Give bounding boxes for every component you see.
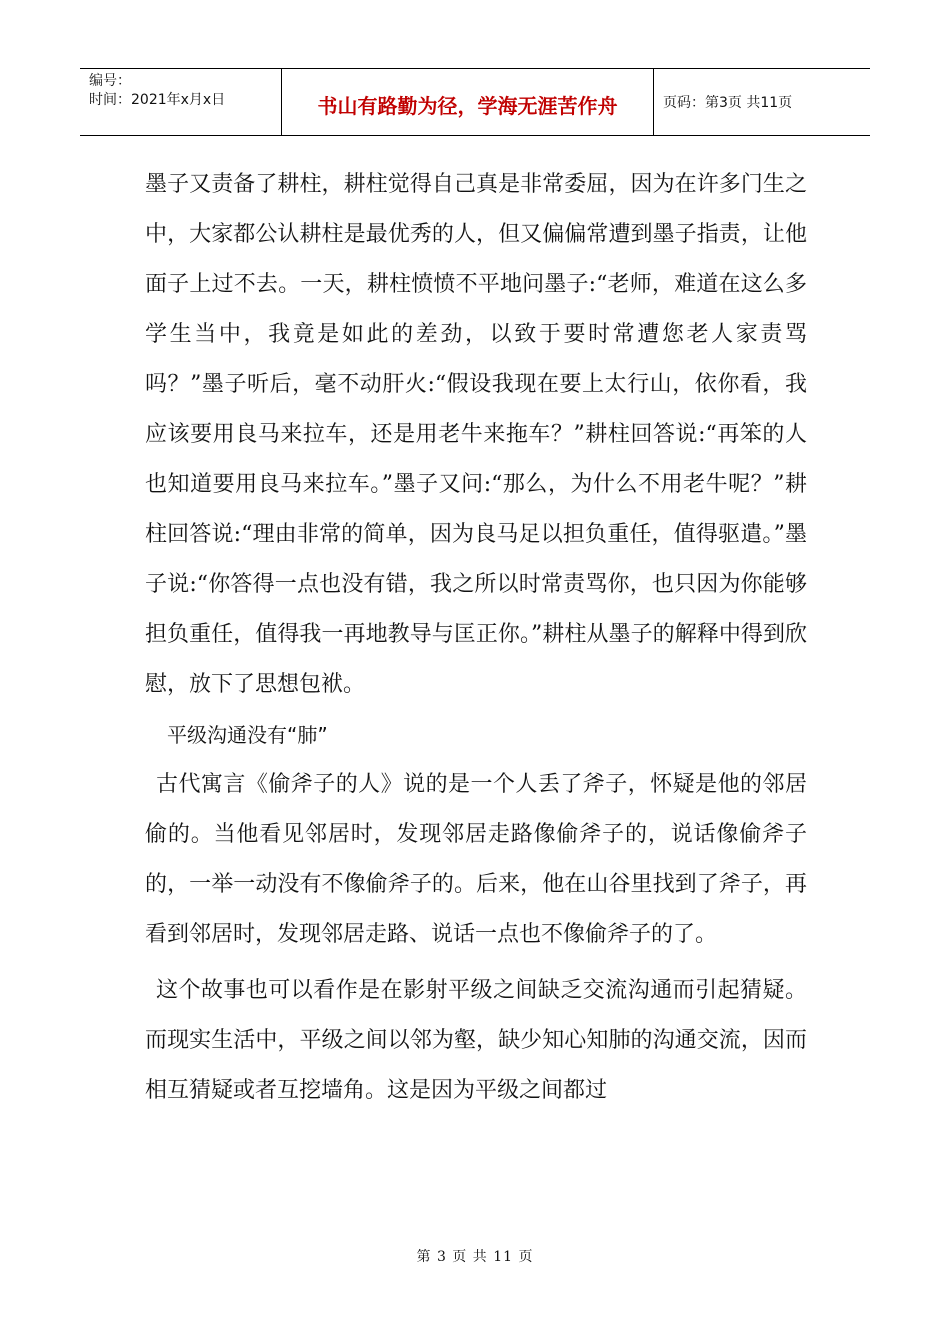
header-page-number: 页码：第3页 共11页 — [663, 95, 793, 111]
header-table — [80, 68, 870, 136]
paragraph-3: 这个故事也可以看作是在影射平级之间缺乏交流沟通而引起猜疑。而现实生活中，平级之间以邻为壑，缺少知心知肺的沟通交流，因而相互猜疑或者互挖墙角。这是因为平级之间都过 — [145, 978, 807, 1103]
document-body — [145, 160, 807, 1116]
paragraph-1: 墨子又责备了耕柱，耕柱觉得自己真是非常委屈，因为在许多门生之中，大家都公认耕柱是最优秀的人，但又偏偏常遭到墨子指责，让他面子上过不去。一天，耕柱愤愤不平地问墨子:“老师，难道在这么多学生当中，我竟是如此的差劲，以致于要时常遭您老人家责骂吗？”墨子听后，毫不动肝火:“假设我现在要上太行山，依你看，我应该要用良马来拉车，还是用老牛来拖车？”耕柱回答说:“再笨的人也知道要用良马来拉车。”墨子又问:“那么，为什么不用老牛呢？”耕柱回答说:“理由非常的简单，因为良马足以担负重任，值得驱遣。”墨子说:“你答得一点也没有错，我之所以时常责骂你，也只因为你能够担负重任，值得我一再地教导与匡正你。”耕柱从墨子的解释中得到欣慰，放下了思想包袱。 — [145, 172, 807, 697]
header-motto-cell — [282, 69, 654, 135]
document-number-label: 编号： — [89, 73, 131, 89]
page-footer: 第 3 页 共 11 页 — [416, 1249, 534, 1265]
section-heading: 平级沟通没有“肺” — [167, 723, 328, 747]
header-motto: 书山有路勤为径，学海无涯苦作舟 — [317, 93, 618, 118]
document-date-label: 时间：2021年x月x日 — [89, 92, 226, 108]
header-meta-cell — [80, 69, 282, 135]
paragraph-2: 古代寓言《偷斧子的人》说的是一个人丢了斧子，怀疑是他的邻居偷的。当他看见邻居时，发现邻居走路像偷斧子的，说话像偷斧子的，一举一动没有不像偷斧子的。后来，他在山谷里找到了斧子，再看到邻居时，发现邻居走路、说话一点也不像偷斧子的了。 — [145, 772, 807, 947]
header-page-cell — [654, 69, 870, 135]
